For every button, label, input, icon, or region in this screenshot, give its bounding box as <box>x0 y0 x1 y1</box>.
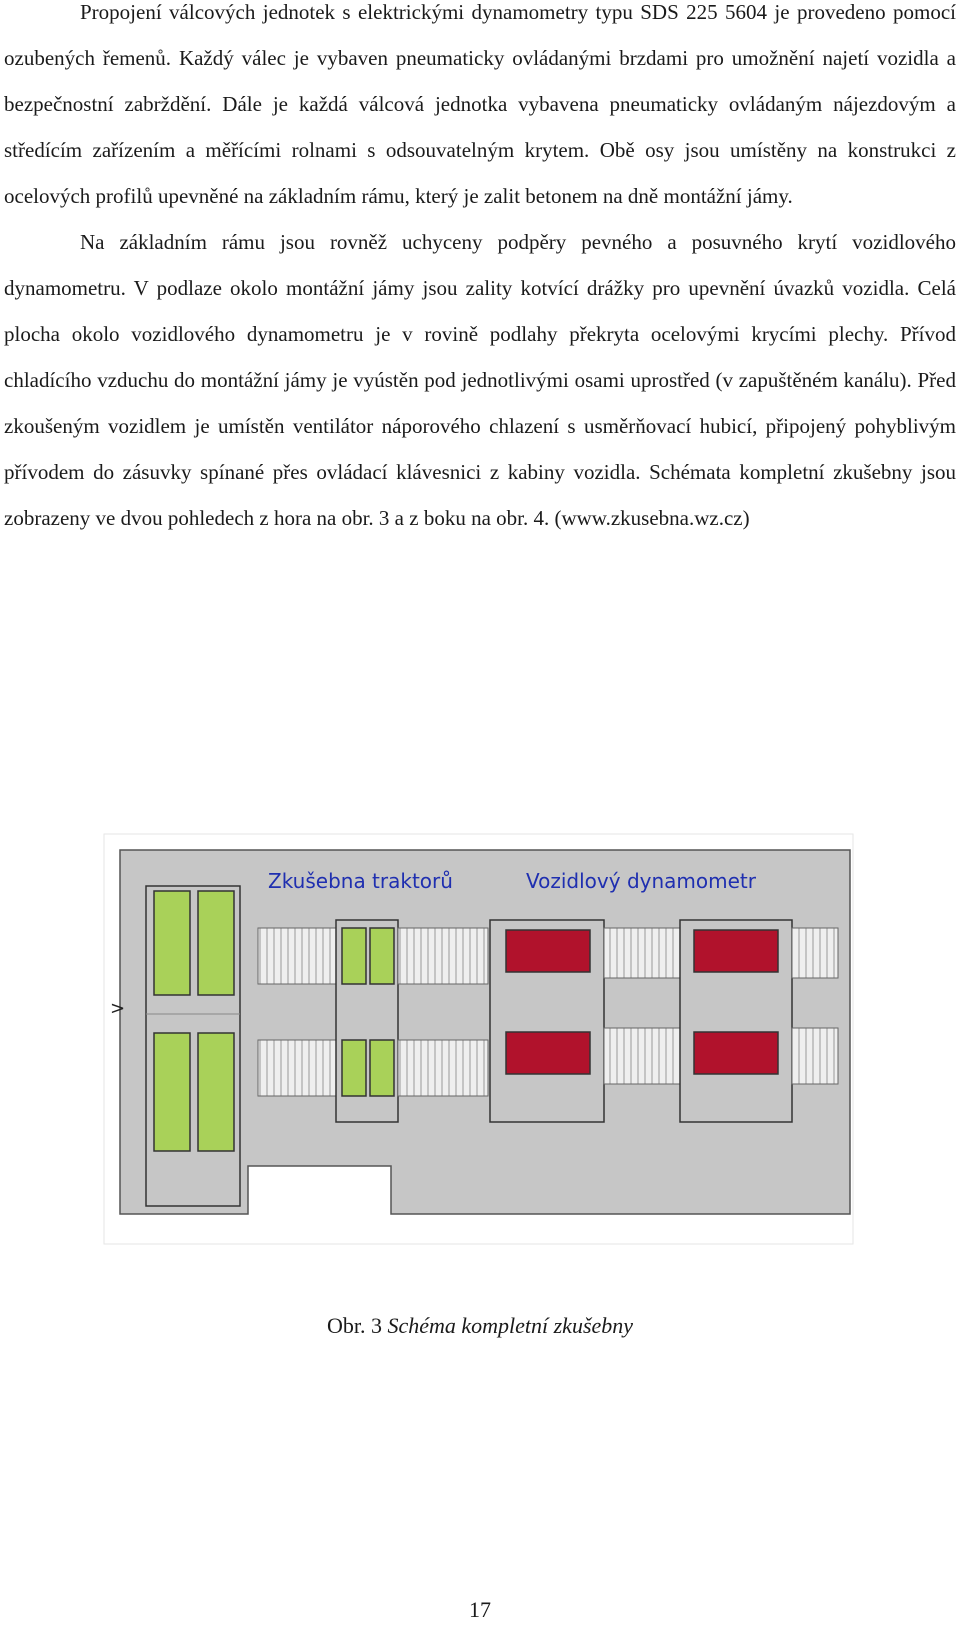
grate-cover <box>792 1028 838 1084</box>
paragraph-1: Propojení válcových jednotek s elektrickými dynamometry typu SDS 225 5604 je provedeno pomocí ozubených řemenů. Každý válec je vybaven pneumaticky ovládanými brzdami pro umožnění najetí vozidla a bezpečnostní zabrždění. Dále je každá válcová jednotka vybavena pneumaticky ovládaným nájezdovým a středícím zařízením a měřícími rolnami s odsouvatelným krytem. Obě osy jsou umístěny na konstrukci z ocelových profilů upevněné na základním rámu, který je zalit betonem na dně montážní jámy. <box>4 0 956 208</box>
dyno-roller <box>506 1032 590 1074</box>
tractor-roller <box>154 1033 190 1151</box>
tractor-roller <box>370 1040 394 1096</box>
tractor-roller <box>198 1033 234 1151</box>
direction-arrow-icon: > <box>110 998 126 1019</box>
paragraph-2: Na základním rámu jsou rovněž uchyceny podpěry pevného a posuvného krytí vozidlového dynamometru. V podlaze okolo montážní jámy jsou zality kotvící drážky pro upevnění úvazků vozidla. Celá plocha okolo vozidlového dynamometru je v rovině podlahy překryta ocelovými krycími plechy. Přívod chladícího vzduchu do montážní jámy je vyústěn pod jednotlivými osami uprostřed (v zapuštěném kanálu). Před zkoušeným vozidlem je umístěn ventilátor náporového chlazení s usměrňovací hubicí, připojený pohyblivým přívodem do zásuvky spínané přes ovládací klávesnici z kabiny vozidla. Schémata kompletní zkušebny jsou zobrazeny ve dvou pohledech z hora na obr. 3 a z boku na obr. 4. (www.zkusebna.wz.cz) <box>4 230 956 530</box>
body-text <box>4 0 956 541</box>
tractor-roller <box>154 891 190 995</box>
dyno-roller <box>506 930 590 972</box>
grate-cover <box>258 1040 336 1096</box>
caption-title: Schéma kompletní zkušebny <box>387 1313 634 1338</box>
dyno-roller <box>694 930 778 972</box>
grate-cover <box>398 1040 488 1096</box>
grate-cover <box>604 1028 680 1084</box>
grate-cover <box>604 928 680 978</box>
caption-prefix: Obr. 3 <box>326 1313 382 1338</box>
label-tractor-test: Zkušebna traktorů <box>268 869 453 893</box>
test-facility-schema <box>98 828 858 1250</box>
figure-caption <box>0 1313 960 1339</box>
grate-cover <box>398 928 488 984</box>
tractor-roller <box>342 928 366 984</box>
label-vehicle-dyno: Vozidlový dynamometr <box>526 869 756 893</box>
grate-cover <box>258 928 336 984</box>
dyno-roller <box>694 1032 778 1074</box>
tractor-roller <box>370 928 394 984</box>
page-number: 17 <box>469 1597 491 1622</box>
tractor-roller <box>342 1040 366 1096</box>
grate-cover <box>792 928 838 978</box>
schema-drawing <box>98 828 858 1250</box>
tractor-roller <box>198 891 234 995</box>
